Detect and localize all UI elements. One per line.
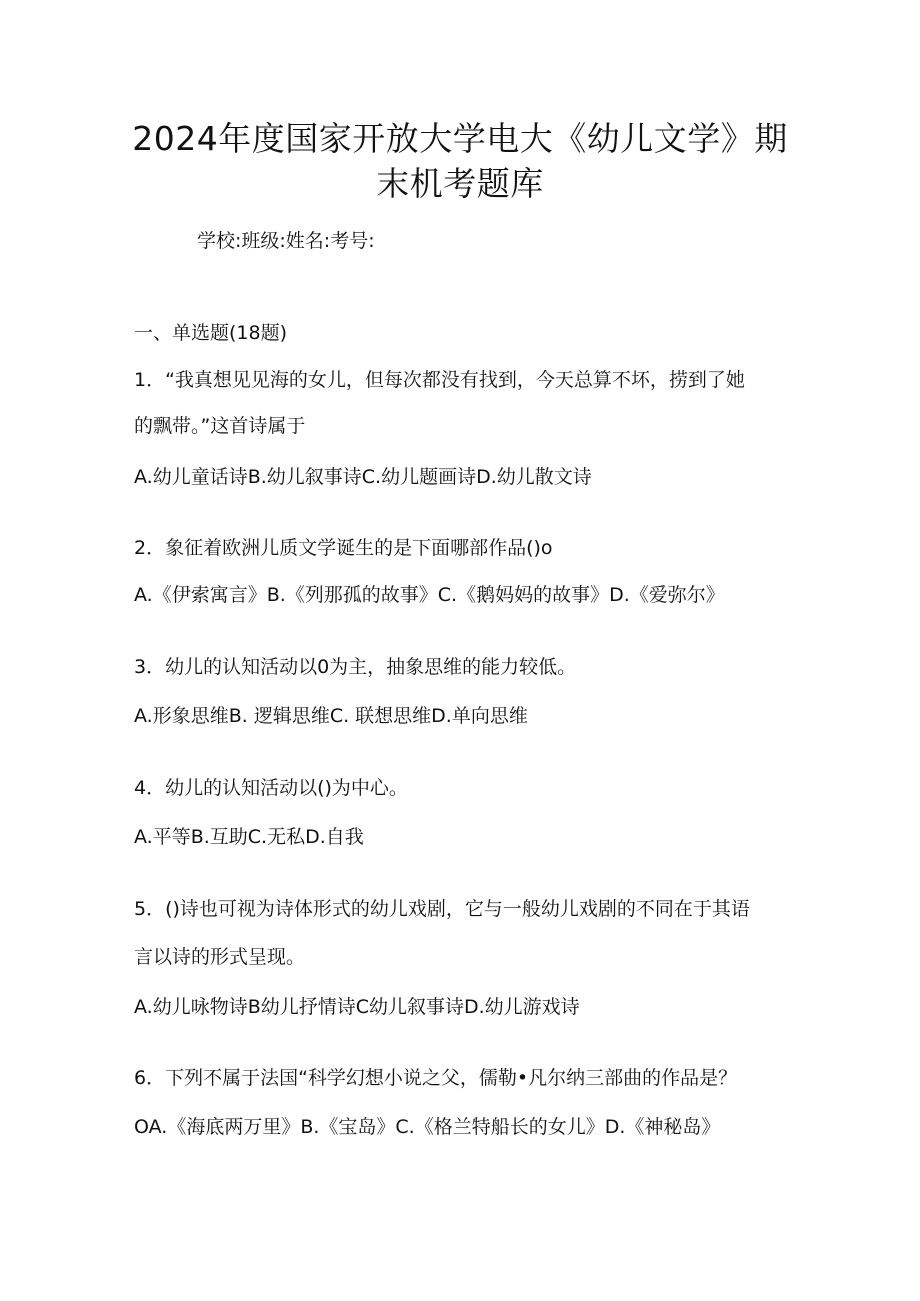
question-2-options: A.《伊索寓言》B.《列那孤的故事》C.《鹅妈妈的故事》D.《爱弥尔》 — [134, 584, 725, 606]
question-1-stem-line-1: 1．“我真想见见海的女儿，但每次都没有找到，今天总算不坏，捞到了她 — [134, 369, 745, 391]
question-6-options: OA.《海底两万里》B.《宝岛》C.《格兰特船长的女儿》D.《神秘岛》 — [134, 1116, 721, 1138]
question-3-options: A.形象思维B. 逻辑思维C. 联想思维D.单向思维 — [134, 705, 528, 727]
document-title-line-2: 末机考题库 — [376, 164, 544, 203]
document-title-line-1: 2024年度国家开放大学电大《幼儿文学》期 — [132, 119, 788, 158]
question-1-stem-line-2: 的飘带。”这首诗属于 — [134, 415, 306, 437]
question-5-stem-line-2: 言以诗的形式呈现。 — [134, 946, 306, 968]
question-2-stem: 2．象征着欧洲儿质文学诞生的是下面哪部作品()o — [134, 537, 553, 559]
question-4-options: A.平等B.互助C.无私D.自我 — [134, 826, 364, 848]
question-6-stem: 6．下列不属于法国“科学幻想小说之父，儒勒•凡尔纳三部曲的作品是？ — [134, 1067, 738, 1089]
question-4-stem: 4．幼儿的认知活动以()为中心。 — [134, 777, 408, 799]
question-5-stem-line-1: 5．()诗也可视为诗体形式的幼儿戏剧，它与一般幼儿戏剧的不同在于其语 — [134, 898, 750, 920]
question-5-options: A.幼儿咏物诗B幼儿抒情诗C幼儿叙事诗D.幼儿游戏诗 — [134, 996, 580, 1018]
question-3-stem: 3．幼儿的认知活动以0为主，抽象思维的能力较低。 — [134, 656, 577, 678]
question-1-options: A.幼儿童话诗B.幼儿叙事诗C.幼儿题画诗D.幼儿散文诗 — [134, 466, 592, 488]
section-heading: 一、单选题(18题) — [134, 322, 288, 344]
student-info-line: 学校:班级:姓名:考号: — [197, 230, 375, 252]
